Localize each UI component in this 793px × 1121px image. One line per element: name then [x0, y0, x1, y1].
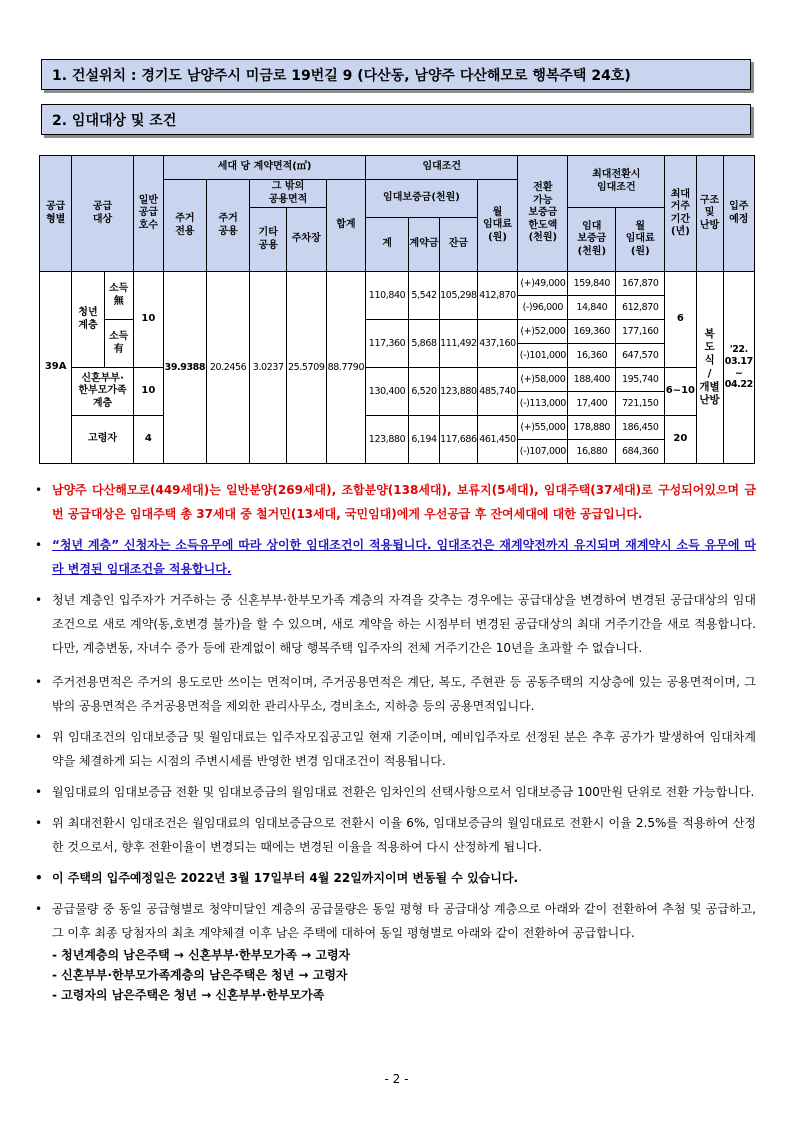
area-parking-cell: 25.5709 — [286, 272, 326, 464]
header-monthly-rent: 월 임대료 (원) — [477, 180, 518, 272]
header-max-deposit: 임대 보증금 (천원) — [568, 208, 616, 272]
note-item — [33, 866, 756, 890]
header-max-conversion: 최대전환시 임대조건 — [568, 156, 665, 208]
area-private-cell: 39.9388 — [164, 272, 207, 464]
structure-cell: 복 도 식 / 개별 난방 — [696, 272, 723, 464]
conversion-rule-3: - 고령자의 남은주택은 청년 → 신혼부부·한부모가족 — [52, 988, 325, 1002]
header-area-sum: 합계 — [326, 180, 366, 272]
max-deposit-cell: 169,360 — [568, 320, 616, 344]
note-text: 주거전용면적은 주거의 용도로만 쓰이는 면적이며, 주거공용면적은 계단, 복도, 주현관 등 공동주택의 지상층에 있는 공용면적이며, 그 밖의 공용면적은 주거공용면적을 제외한 관리사무소, 경비초소, 지하층 등의 공용면적입니다. — [52, 675, 756, 713]
header-movein: 입주 예정 — [723, 156, 754, 272]
max-monthly-cell: 167,870 — [616, 272, 665, 296]
section-1-header — [41, 59, 751, 90]
supply-type-cell: 39A — [40, 272, 72, 464]
deposit-contract-cell: 6,194 — [408, 416, 439, 464]
note-text: 공급물량 중 동일 공급형별로 청약미달인 계층의 공급물량은 동일 평형 타 공급대상 계층으로 아래와 같이 전환하여 추첨 및 공급하고, 그 이후 최종 당첨자의 최초 계약체결 이후 남은 주택에 대하여 동일 평형별로 아래와 같이 전환하여 공급합니다. — [52, 902, 756, 940]
with-income-cell: 소득 有 — [104, 320, 133, 368]
max-deposit-cell: 17,400 — [568, 392, 616, 416]
youth-units-cell: 10 — [133, 272, 163, 368]
bullet: • — [35, 871, 43, 885]
newlywed-target-cell: 신혼부부· 한부모가족 계층 — [72, 368, 133, 416]
convertible-minus-cell: (-)101,000 — [518, 344, 568, 368]
header-deposit-total: 계 — [366, 218, 409, 272]
header-residential-common: 주거 공용 — [206, 180, 250, 272]
note-text: 월임대료의 임대보증금 전환 및 임대보증금의 월임대료 전환은 임차인의 선택사항으로서 임대보증금 100만원 단위로 전환 가능합니다. — [52, 785, 755, 799]
header-structure: 구조 및 난방 — [696, 156, 723, 272]
max-years-youth-cell: 6 — [665, 272, 696, 368]
header-other-common: 그 밖의 공용면적 — [250, 180, 326, 208]
note-item — [33, 897, 756, 1005]
note-text: 이 주택의 입주예정일은 2022년 3월 17일부터 4월 22일까지이며 변동될 수 있습니다. — [52, 871, 519, 885]
notes-section — [33, 478, 756, 1005]
header-contract-area: 세대 당 계약면적(㎡) — [164, 156, 366, 180]
monthly-rent-cell: 437,160 — [477, 320, 518, 368]
max-years-newlywed-cell: 6~10 — [665, 368, 696, 416]
bullet: • — [35, 538, 43, 552]
max-years-elderly-cell: 20 — [665, 416, 696, 464]
header-parking: 주차장 — [286, 208, 326, 272]
max-monthly-cell: 721,150 — [616, 392, 665, 416]
movein-cell: '22. 03.17 ~ 04.22 — [723, 272, 754, 464]
no-income-cell: 소득 無 — [104, 272, 133, 320]
note-item — [33, 780, 756, 804]
monthly-rent-cell: 485,740 — [477, 368, 518, 416]
max-monthly-cell: 177,160 — [616, 320, 665, 344]
youth-target-cell: 청년 계층 — [72, 272, 104, 368]
deposit-total-cell: 117,360 — [366, 320, 409, 368]
header-supply-target: 공급 대상 — [72, 156, 133, 272]
header-other-etc: 기타 공용 — [250, 208, 286, 272]
header-lease-conditions: 임대조건 — [366, 156, 518, 180]
deposit-balance-cell: 105,298 — [440, 272, 478, 320]
deposit-contract-cell: 5,542 — [408, 272, 439, 320]
max-monthly-cell: 195,740 — [616, 368, 665, 392]
max-deposit-cell: 16,360 — [568, 344, 616, 368]
section-2-header — [41, 104, 751, 135]
header-max-years: 최대 거주 기간 (년) — [665, 156, 696, 272]
convertible-plus-cell: (+)55,000 — [518, 416, 568, 440]
section-1-title: 1. 건설위치 : 경기도 남양주시 미금로 19번길 9 (다산동, 남양주 다산해모로 행복주택 24호) — [52, 67, 631, 84]
note-item — [33, 478, 756, 526]
note-item — [33, 588, 756, 660]
header-deposit-balance: 잔금 — [440, 218, 478, 272]
bullet: • — [35, 730, 43, 744]
max-deposit-cell: 14,840 — [568, 296, 616, 320]
note-text: 위 최대전환시 임대조건은 월임대료의 임대보증금으로 전환시 이율 6%, 임대보증금의 월임대료로 전환시 이율 2.5%를 적용하여 산정한 것으로서, 향후 전환이율이 변경되는 때에는 변경된 이율을 적용하여 다시 산정하게 됩니다. — [52, 816, 756, 854]
bullet: • — [35, 816, 43, 830]
deposit-contract-cell: 6,520 — [408, 368, 439, 416]
max-monthly-cell: 684,360 — [616, 440, 665, 464]
max-monthly-cell: 647,570 — [616, 344, 665, 368]
elderly-units-cell: 4 — [133, 416, 163, 464]
bullet: • — [35, 483, 43, 497]
convertible-minus-cell: (-)96,000 — [518, 296, 568, 320]
deposit-total-cell: 123,880 — [366, 416, 409, 464]
header-deposit-contract: 계약금 — [408, 218, 439, 272]
note-text: 청년 계층인 입주자가 거주하는 중 신혼부부·한부모가족 계층의 자격을 갖추는 경우에는 공급대상을 변경하여 변경된 공급대상의 임대조건으로 새로 계약(동,호변경 불가)을 할 수 있으며, 새로 계약을 하는 시점부터 변경된 공급대상의 최대 거주기간을 새로 적용합니다. 다만, 계층변동, 자녀수 증가 등에 관계없이 해당 행복주택 입주자의 전체 거주기간은 10년을 초과할 수 없습니다. — [52, 593, 756, 655]
deposit-balance-cell: 117,686 — [440, 416, 478, 464]
header-general-units: 일반 공급 호수 — [133, 156, 163, 272]
deposit-balance-cell: 123,880 — [440, 368, 478, 416]
max-deposit-cell: 188,400 — [568, 368, 616, 392]
max-deposit-cell: 178,880 — [568, 416, 616, 440]
header-max-monthly: 월 임대료 (원) — [616, 208, 665, 272]
area-sum-cell: 88.7790 — [326, 272, 366, 464]
deposit-contract-cell: 5,868 — [408, 320, 439, 368]
max-monthly-cell: 186,450 — [616, 416, 665, 440]
max-deposit-cell: 159,840 — [568, 272, 616, 296]
note-item — [33, 670, 756, 718]
note-text: 남양주 다산해모로(449세대)는 일반분양(269세대), 조합분양(138세대), 보류지(5세대), 임대주택(37세대)로 구성되어있으며 금번 공급대상은 임대주택 총 37세대 중 철거민(13세대, 국민임대)에게 우선공급 후 잔여세대에 대한 공급입니다. — [52, 483, 756, 521]
convertible-plus-cell: (+)49,000 — [518, 272, 568, 296]
header-deposit: 임대보증금(천원) — [366, 180, 477, 218]
note-item — [33, 811, 756, 859]
convertible-plus-cell: (+)52,000 — [518, 320, 568, 344]
convertible-plus-cell: (+)58,000 — [518, 368, 568, 392]
header-convertible-limit: 전환 가능 보증금 한도액 (천원) — [518, 156, 568, 272]
convertible-minus-cell: (-)113,000 — [518, 392, 568, 416]
bullet: • — [35, 593, 43, 607]
bullet: • — [35, 675, 43, 689]
convertible-minus-cell: (-)107,000 — [518, 440, 568, 464]
newlywed-units-cell: 10 — [133, 368, 163, 416]
header-residential-private: 주거 전용 — [164, 180, 207, 272]
area-common-cell: 20.2456 — [206, 272, 250, 464]
area-etc-cell: 3.0237 — [250, 272, 286, 464]
deposit-total-cell: 110,840 — [366, 272, 409, 320]
conversion-rule-2: - 신혼부부·한부모가족계층의 남은주택은 청년 → 고령자 — [52, 968, 348, 982]
section-2-title: 2. 임대대상 및 조건 — [52, 112, 177, 129]
note-text: 위 임대조건의 임대보증금 및 월임대료는 입주자모집공고일 현재 기준이며, 예비입주자로 선정된 분은 추후 공가가 발생하여 임대차계약을 체결하게 되는 시점의 주변시세를 반영한 변경 임대조건이 적용됩니다. — [52, 730, 756, 768]
bullet: • — [35, 902, 43, 916]
monthly-rent-cell: 461,450 — [477, 416, 518, 464]
monthly-rent-cell: 412,870 — [477, 272, 518, 320]
note-item — [33, 533, 756, 581]
max-deposit-cell: 16,880 — [568, 440, 616, 464]
note-text: “청년 계층” 신청자는 소득유무에 따라 상이한 임대조건이 적용됩니다. 임대조건은 재계약전까지 유지되며 재계약시 소득 유무에 따라 변경된 임대조건을 적용합니다. — [52, 538, 756, 576]
max-monthly-cell: 612,870 — [616, 296, 665, 320]
header-supply-type: 공급 형별 — [40, 156, 72, 272]
note-item — [33, 725, 756, 773]
elderly-target-cell: 고령자 — [72, 416, 133, 464]
deposit-total-cell: 130,400 — [366, 368, 409, 416]
conversion-rule-1: - 청년계층의 남은주택 → 신혼부부·한부모가족 → 고령자 — [52, 948, 351, 962]
page-number: - 2 - — [384, 1072, 409, 1086]
lease-conditions-table — [39, 155, 755, 464]
deposit-balance-cell: 111,492 — [440, 320, 478, 368]
bullet: • — [35, 785, 43, 799]
